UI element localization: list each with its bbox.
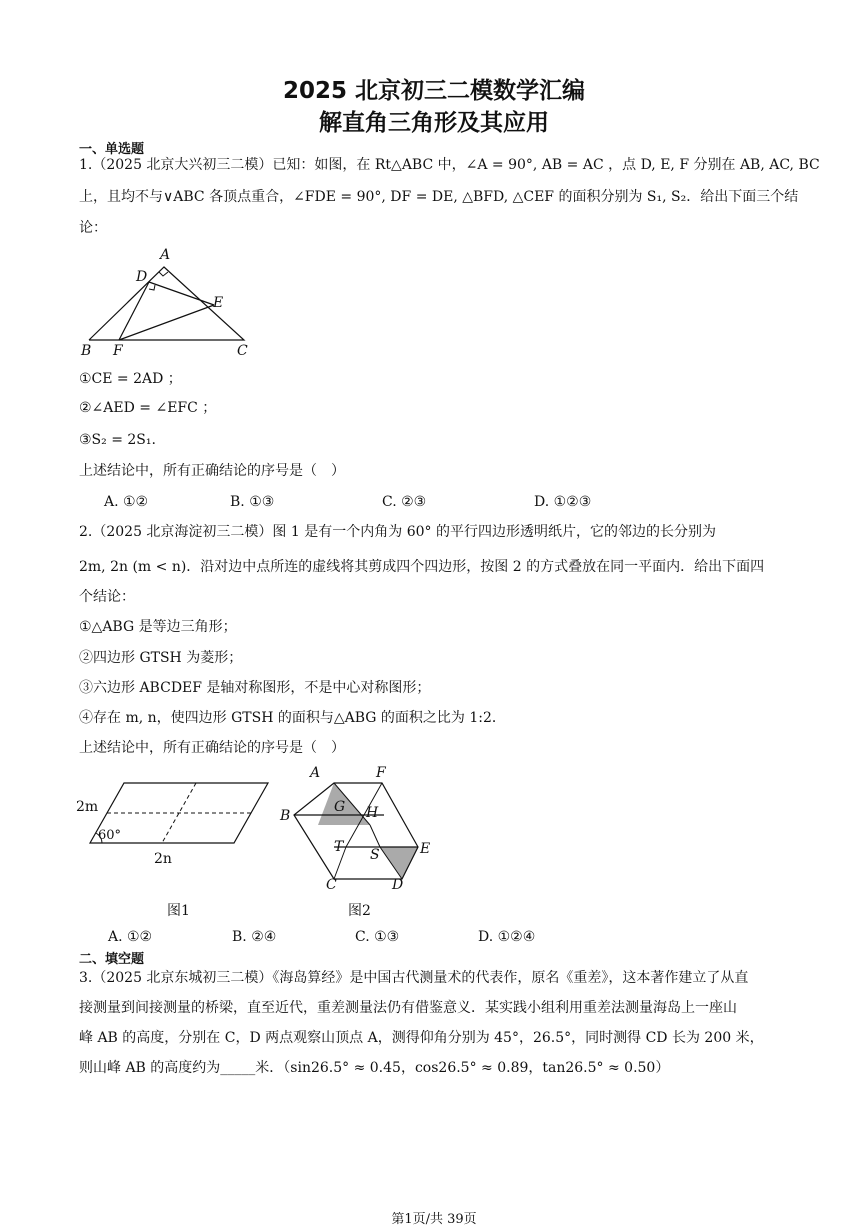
q2-option-a[interactable]: A. ①②	[108, 929, 153, 945]
q2-statement-1: ①△ABG 是等边三角形；	[79, 619, 237, 635]
q2-statement-2: ②四边形 GTSH 为菱形；	[79, 650, 243, 666]
q2-text-line1: 2.（2025 北京海淀初三二模）图 1 是有一个内角为 60° 的平行四边形透明纸片，它的邻边的长分别为	[79, 524, 716, 540]
q2-fig1-angle-label: 60°	[98, 828, 122, 843]
q2-fig2-point-h: H	[366, 805, 379, 821]
q2-option-b[interactable]: B. ②④	[232, 929, 277, 945]
q1-triangle-figure	[79, 245, 269, 360]
q1-point-label-f: F	[113, 343, 123, 359]
q2-fig2-point-d: D	[392, 877, 404, 893]
q1-option-b[interactable]: B. ①③	[230, 494, 275, 510]
q1-point-label-d: D	[136, 269, 148, 285]
q2-fig2-point-s: S	[370, 847, 380, 863]
q1-text-line3: 论：	[79, 220, 107, 236]
q1-option-a[interactable]: A. ①②	[104, 494, 149, 510]
q1-statement-2: ②∠AED = ∠EFC ；	[79, 400, 217, 416]
q1-statement-1: ①CE = 2AD ；	[79, 371, 182, 387]
q2-text-line3: 个结论：	[79, 589, 135, 605]
q2-fig2-point-t: T	[334, 839, 344, 855]
q2-figure-2-hexagon	[280, 765, 440, 893]
q2-text-line2: 2m, 2n (m < n)．沿对边中点所连的虚线将其剪成四个四边形，按图 2 的方式叠放在同一平面内．给出下面四	[79, 559, 765, 575]
q3-text-line2: 接测量到间接测量的桥梁，直至近代，重差测量法仍有借鉴意义．某实践小组利用重差法测量海岛上一座山	[79, 1000, 737, 1016]
q1-option-c[interactable]: C. ②③	[382, 494, 427, 510]
q2-fig1-bottom-label: 2n	[154, 851, 172, 867]
q1-point-label-b: B	[81, 343, 92, 359]
q1-point-label-e: E	[213, 295, 224, 311]
document-subtitle: 解直角三角形及其应用	[319, 110, 549, 136]
q2-fig2-point-a: A	[310, 765, 321, 781]
q2-option-d[interactable]: D. ①②④	[478, 929, 536, 945]
q2-figure-1-parallelogram	[76, 775, 276, 870]
q2-fig2-point-g: G	[334, 799, 346, 815]
page-number: 第1页/共 39页	[391, 1212, 477, 1227]
q2-statement-3: ③六边形 ABCDEF 是轴对称图形，不是中心对称图形；	[79, 680, 431, 696]
q2-fig2-point-f: F	[376, 765, 386, 781]
q2-statement-4: ④存在 m, n，使四边形 GTSH 的面积与△ABG 的面积之比为 1:2．	[79, 710, 506, 726]
q2-figure-1-caption: 图1	[167, 903, 190, 919]
q2-option-c[interactable]: C. ①③	[355, 929, 400, 945]
q3-text-line1: 3.（2025 北京东城初三二模）《海岛算经》是中国古代测量术的代表作，原名《重差》，这本著作建立了从直	[79, 970, 749, 986]
q2-fig2-point-e: E	[420, 841, 431, 857]
section-heading-fill-blank: 二、填空题	[79, 952, 145, 967]
q1-statement-3: ③S₂ = 2S₁.	[79, 432, 156, 448]
q3-text-line3: 峰 AB 的高度，分别在 C，D 两点观察山顶点 A，测得仰角分别为 45°，26.5°，同时测得 CD 长为 200 米，	[79, 1030, 764, 1046]
q3-text-line4: 则山峰 AB 的高度约为_____米．（sin26.5° ≈ 0.45，cos26.5° ≈ 0.89，tan26.5° ≈ 0.50）	[79, 1060, 670, 1076]
q2-figure-2-caption: 图2	[348, 903, 371, 919]
q2-fig2-point-c: C	[326, 877, 337, 893]
q2-fig1-side-label: 2m	[76, 799, 99, 815]
q1-option-d[interactable]: D. ①②③	[534, 494, 592, 510]
q1-text-line1: 1.（2025 北京大兴初三二模）已知：如图，在 Rt△ABC 中，∠A = 90°, AB = AC ，点 D, E, F 分别在 AB, AC, BC	[79, 157, 820, 173]
q1-prompt: 上述结论中，所有正确结论的序号是（ ）	[79, 463, 345, 479]
q1-text-line2: 上，且均不与∨ABC 各顶点重合，∠FDE = 90°, DF = DE, △BFD, △CEF 的面积分别为 S₁, S₂．给出下面三个结	[79, 189, 799, 205]
q1-point-label-a: A	[160, 247, 171, 263]
q1-point-label-c: C	[237, 343, 248, 359]
q2-fig2-point-b: B	[280, 808, 291, 824]
section-heading-single-choice: 一、单选题	[79, 142, 145, 157]
q2-prompt: 上述结论中，所有正确结论的序号是（ ）	[79, 740, 345, 756]
document-title: 2025 北京初三二模数学汇编	[282, 78, 586, 104]
